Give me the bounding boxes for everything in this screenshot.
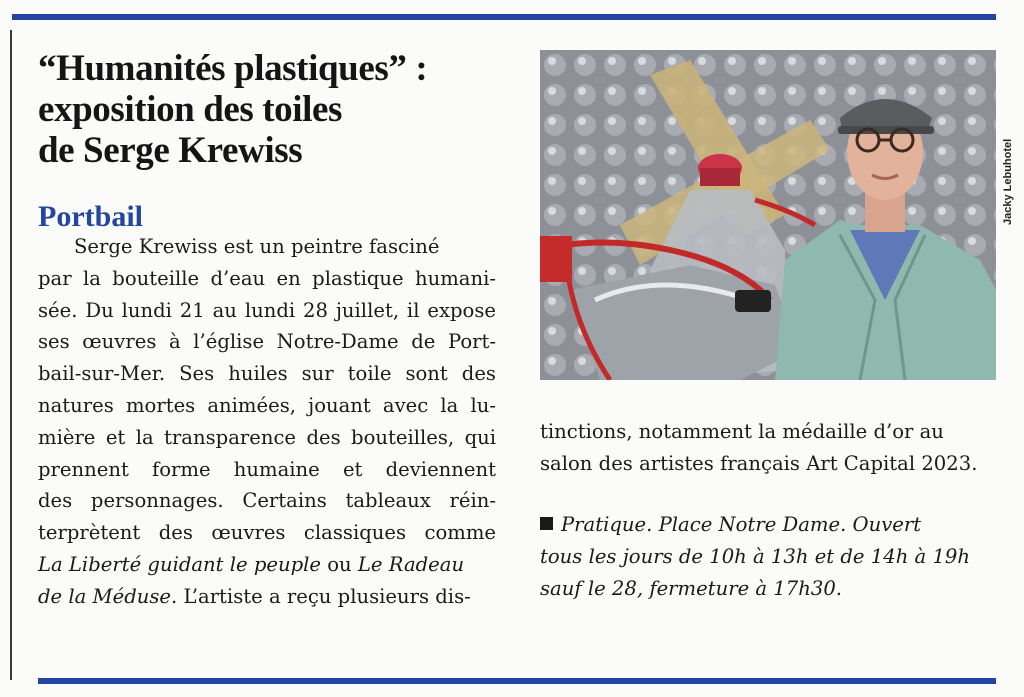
left-column-rule — [10, 30, 12, 680]
practical-line: tous les jours de 10h à 13h et de 14h à 19h — [540, 544, 971, 568]
practical-text: Place Notre Dame. Ouvert — [652, 513, 922, 536]
artwork-title: Le Radeau — [357, 552, 465, 576]
dateline-location: Portbail — [38, 200, 143, 233]
title-line: de Serge Krewiss — [38, 130, 303, 171]
practical-info — [540, 509, 1000, 604]
body-line: natures mortes animées, jouant avec la lu- — [38, 393, 496, 417]
practical-line: sauf le 28, fermeture à 17h30. — [540, 576, 843, 600]
artwork-title: La Liberté guidant le peuple — [38, 552, 322, 576]
body-line: mière et la transparence des bouteilles, qui — [38, 425, 496, 449]
body-line: salon des artistes français Art Capital 2023. — [540, 451, 978, 475]
body-line: des personnages. Certains tableaux réin- — [38, 489, 496, 513]
bottom-rule — [38, 678, 996, 684]
artist-with-painting-illustration — [540, 50, 996, 380]
body-line: prennent forme humaine et deviennent — [38, 457, 496, 481]
artwork-title: de la Méduse — [38, 584, 172, 608]
body-line: terprètent des œuvres classiques comme — [38, 521, 496, 545]
photo-credit: Jacky Lebuhotel — [1002, 138, 1014, 225]
article-photo — [540, 50, 996, 380]
body-line: bail-sur-Mer. Ses huiles sur toile sont des — [38, 362, 496, 386]
article-body-column-1 — [38, 231, 496, 613]
title-line: exposition des toiles — [38, 89, 343, 130]
body-line: tinctions, notamment la médaille d’or au — [540, 420, 944, 443]
article-title — [38, 48, 518, 171]
body-line: ses œuvres à l’église Notre-Dame de Port- — [38, 330, 496, 354]
body-line: Serge Krewiss est un peintre fasciné — [74, 235, 440, 258]
body-line: par la bouteille d’eau en plastique humani- — [38, 266, 496, 290]
square-bullet-icon — [540, 517, 553, 530]
body-line — [38, 581, 496, 613]
body-text: . L’artiste a reçu plusieurs dis- — [171, 584, 471, 608]
practical-line — [540, 509, 1000, 541]
article-body-column-2 — [540, 416, 1000, 480]
top-rule — [12, 14, 996, 20]
title-line: “Humanités plastiques” : — [38, 48, 428, 89]
practical-label: Pratique. — [561, 513, 653, 536]
body-line — [38, 549, 496, 581]
body-line: sée. Du lundi 21 au lundi 28 juillet, il expose — [38, 298, 496, 322]
body-text: ou — [321, 552, 358, 576]
